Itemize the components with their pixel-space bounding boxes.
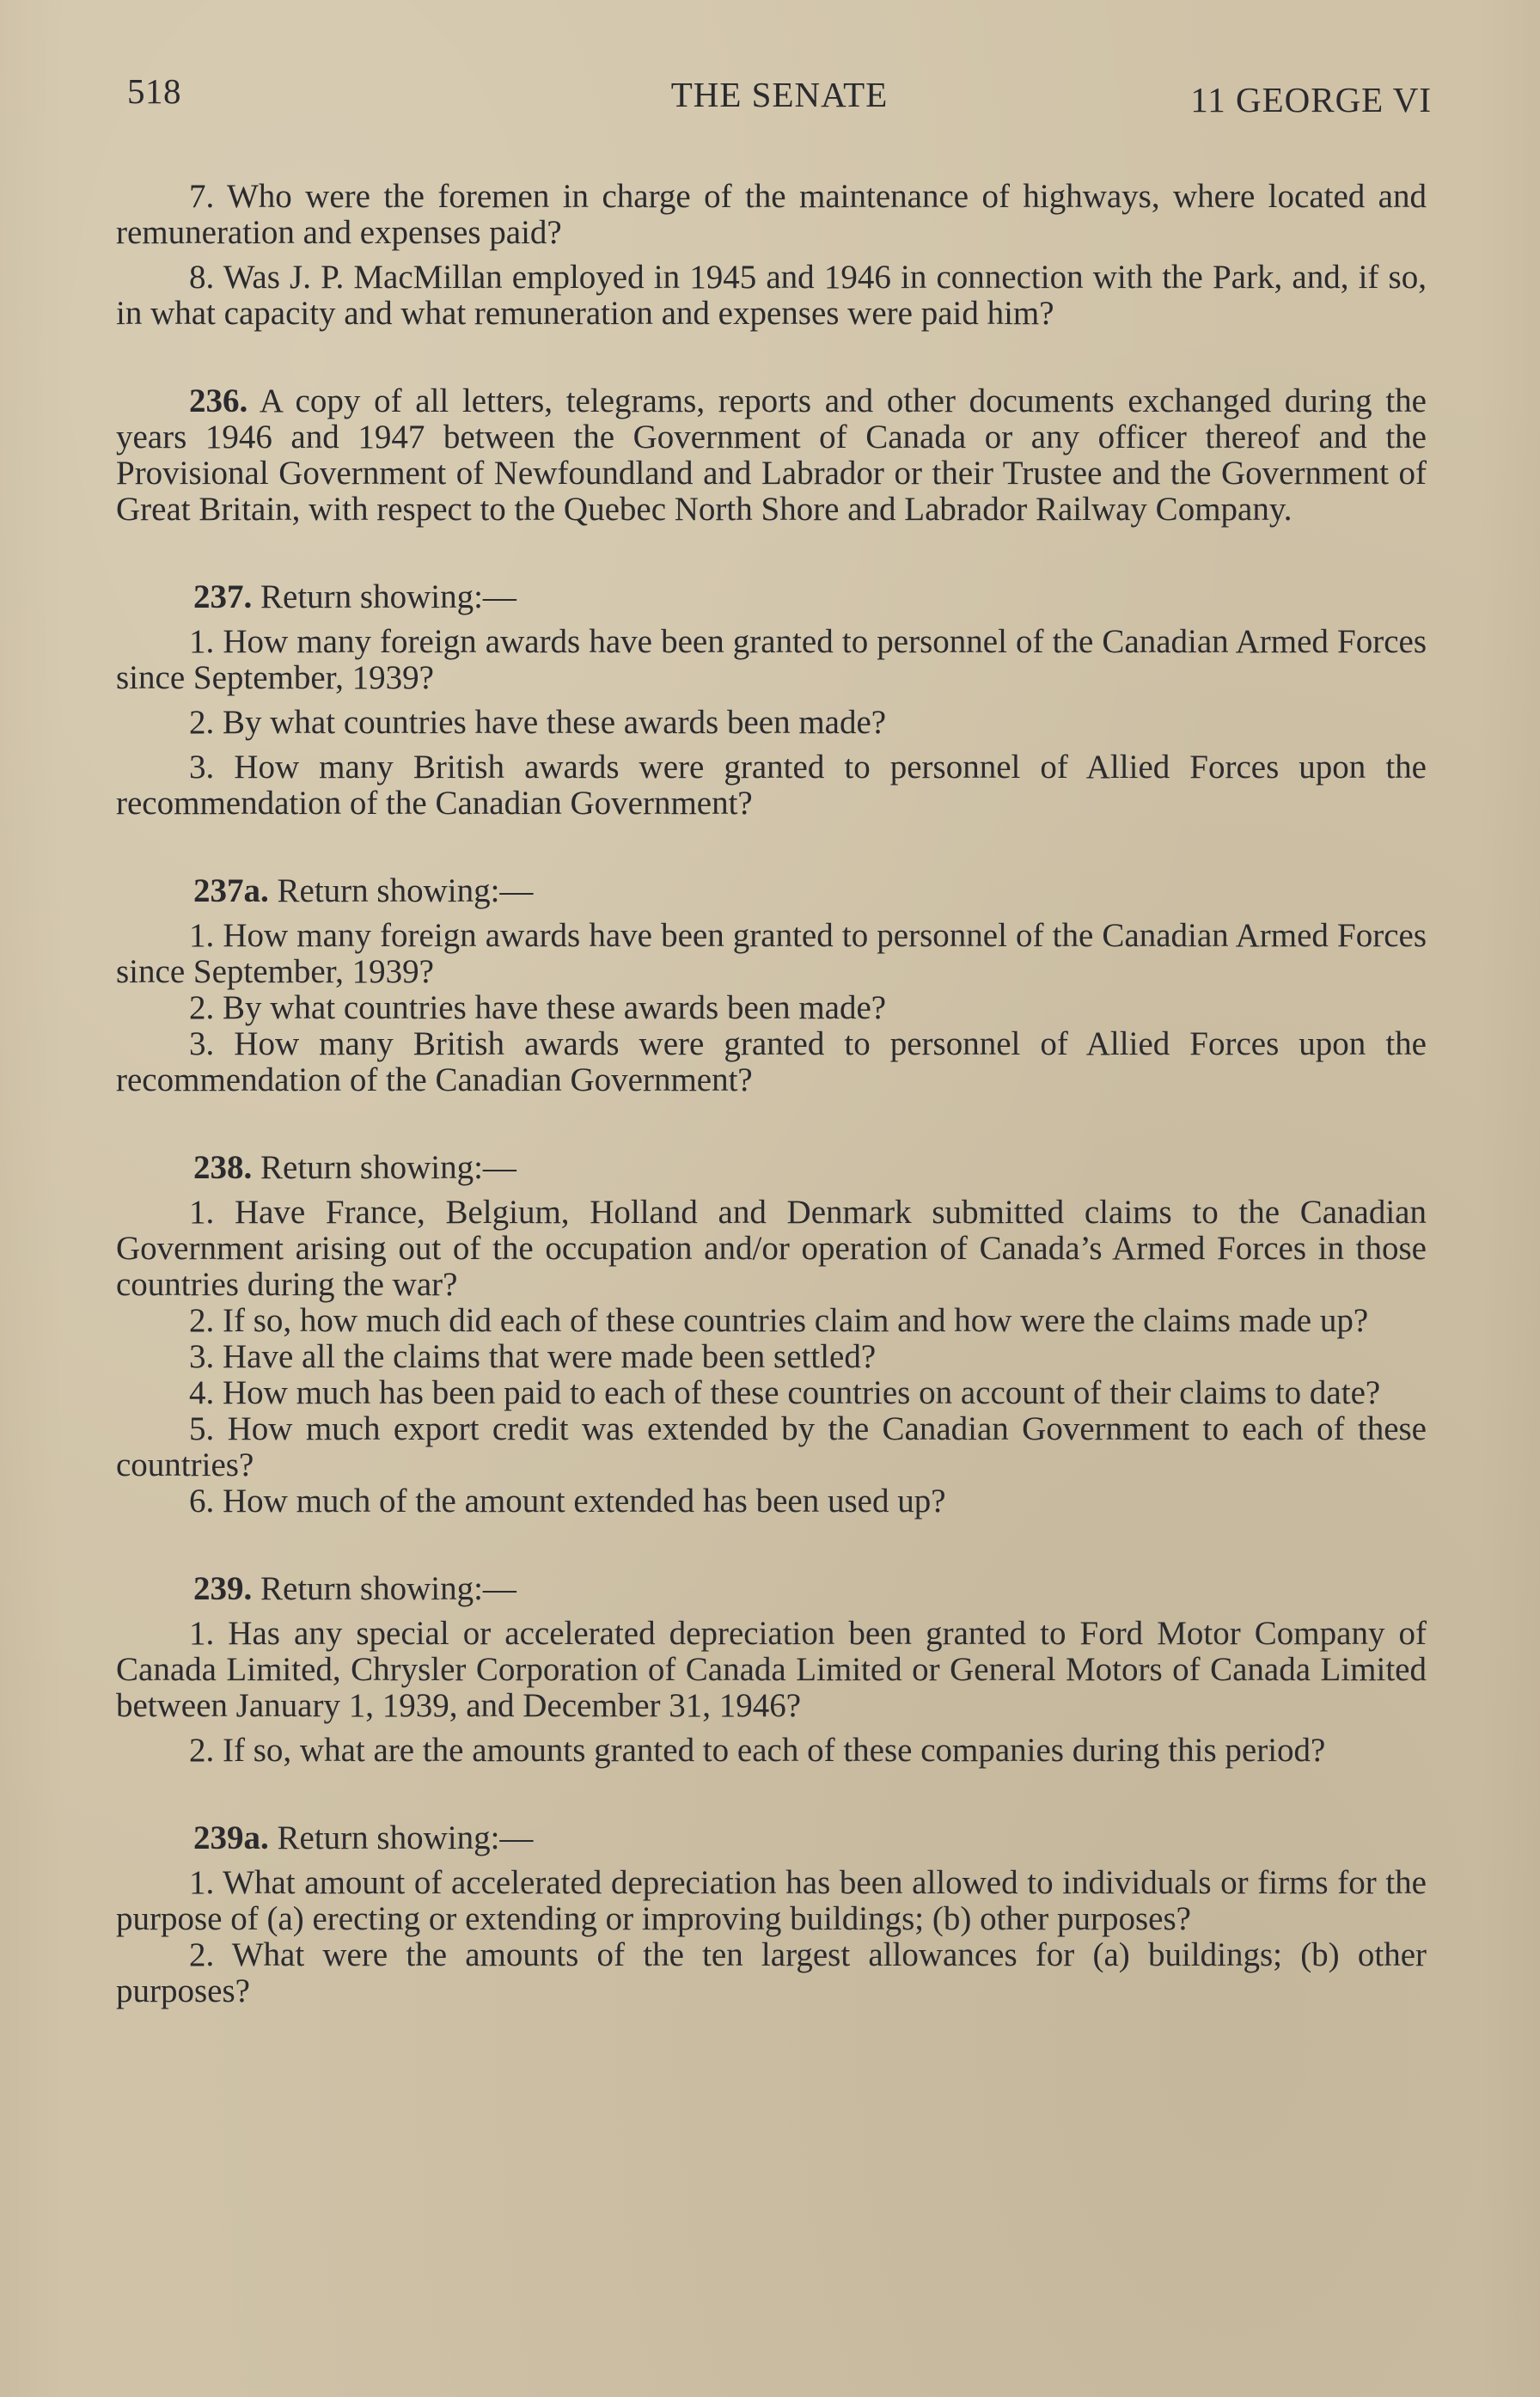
motion-236-paragraph [116, 383, 1427, 528]
motion-heading [116, 1150, 1427, 1186]
running-head [127, 70, 1432, 122]
page-number: 518 [127, 71, 181, 111]
question-7: 7. Who were the foremen in charge of the maintenance of highways, where located and remuneration and expenses paid? [116, 178, 1427, 251]
motion-item: 1. Has any special or accelerated depreciation been granted to Ford Motor Company of Canada Limited, Chrysler Corporation of Canada Limited or General Motors of Canada Limited between January 1, 1939, and December 31, 1946? [116, 1615, 1427, 1724]
motion-lead: Return showing:— [268, 872, 534, 909]
motion-item: 1. How many foreign awards have been granted to personnel of the Canadian Armed Forces since September, 1939? [116, 917, 1427, 990]
motion-item: 1. What amount of accelerated depreciation has been allowed to individuals or firms for the purpose of (a) erecting or extending or improving buildings; (b) other purposes? [116, 1864, 1427, 1937]
motion-text: A copy of all letters, telegrams, reports and other documents exchanged during the years 1946 and 1947 between the Government of Canada or any officer thereof and the Provisional Government of Newfoundland and Labrador or their Trustee and the Government of Great Britain, with respect to the Quebec North Shore and Labrador Railway Company. [116, 382, 1427, 528]
motion-number: 236. [189, 382, 248, 419]
motion-237 [116, 579, 1427, 822]
journal-title: THE SENATE [670, 75, 889, 114]
motion-item: 4. How much has been paid to each of these countries on account of their claims to date? [189, 1374, 1381, 1411]
motion-item: 2. If so, how much did each of these countries claim and how were the claims made up? [189, 1302, 1369, 1339]
motion-heading [116, 1820, 1427, 1856]
motion-item: 3. Have all the claims that were made been settled? [189, 1338, 877, 1375]
motion-236 [116, 383, 1427, 528]
motion-lead: Return showing:— [268, 1819, 534, 1856]
session-label: 11 GEORGE VI [1190, 80, 1432, 119]
motion-number: 237a. [193, 872, 269, 909]
motion-number: 238. [193, 1149, 253, 1186]
motion-lead: Return showing:— [252, 578, 516, 615]
motion-item: 1. Have France, Belgium, Holland and Denmark submitted claims to the Canadian Government arising out of the occupation and/or operation of Canada’s Armed Forces in those countries during the war? [116, 1194, 1427, 1303]
motion-item: 2. By what countries have these awards been made? [189, 704, 887, 741]
motion-heading [116, 873, 1427, 909]
motion-number: 239. [193, 1570, 253, 1607]
motion-239 [116, 1571, 1427, 1769]
motion-number: 239a. [193, 1819, 269, 1856]
motion-238 [116, 1150, 1427, 1520]
motion-item: 1. How many foreign awards have been granted to personnel of the Canadian Armed Forces since September, 1939? [116, 623, 1427, 696]
motion-239a [116, 1820, 1427, 2009]
motion-lead: Return showing:— [252, 1149, 516, 1186]
motion-item: 6. How much of the amount extended has been used up? [189, 1483, 946, 1520]
motion-heading [116, 579, 1427, 615]
motion-item: 3. How many British awards were granted to personnel of Allied Forces upon the recommendation of the Canadian Government? [116, 749, 1427, 822]
motion-heading [116, 1571, 1427, 1607]
question-8: 8. Was J. P. MacMillan employed in 1945 and 1946 in connection with the Park, and, if so, in what capacity and what remuneration and expenses were paid him? [116, 259, 1427, 332]
motion-item: 5. How much export credit was extended by the Canadian Government to each of these countries? [116, 1410, 1427, 1483]
motion-item: 2. By what countries have these awards been made? [189, 989, 887, 1026]
page-body [116, 179, 1427, 2009]
motion-number: 237. [193, 578, 253, 615]
motion-item: 2. If so, what are the amounts granted to each of these companies during this period? [189, 1732, 1326, 1769]
motion-item: 2. What were the amounts of the ten largest allowances for (a) buildings; (b) other purposes? [116, 1936, 1427, 2009]
motion-item: 3. How many British awards were granted to personnel of Allied Forces upon the recommendation of the Canadian Government? [116, 1025, 1427, 1098]
motion-237a [116, 873, 1427, 1098]
motion-lead: Return showing:— [252, 1570, 516, 1607]
